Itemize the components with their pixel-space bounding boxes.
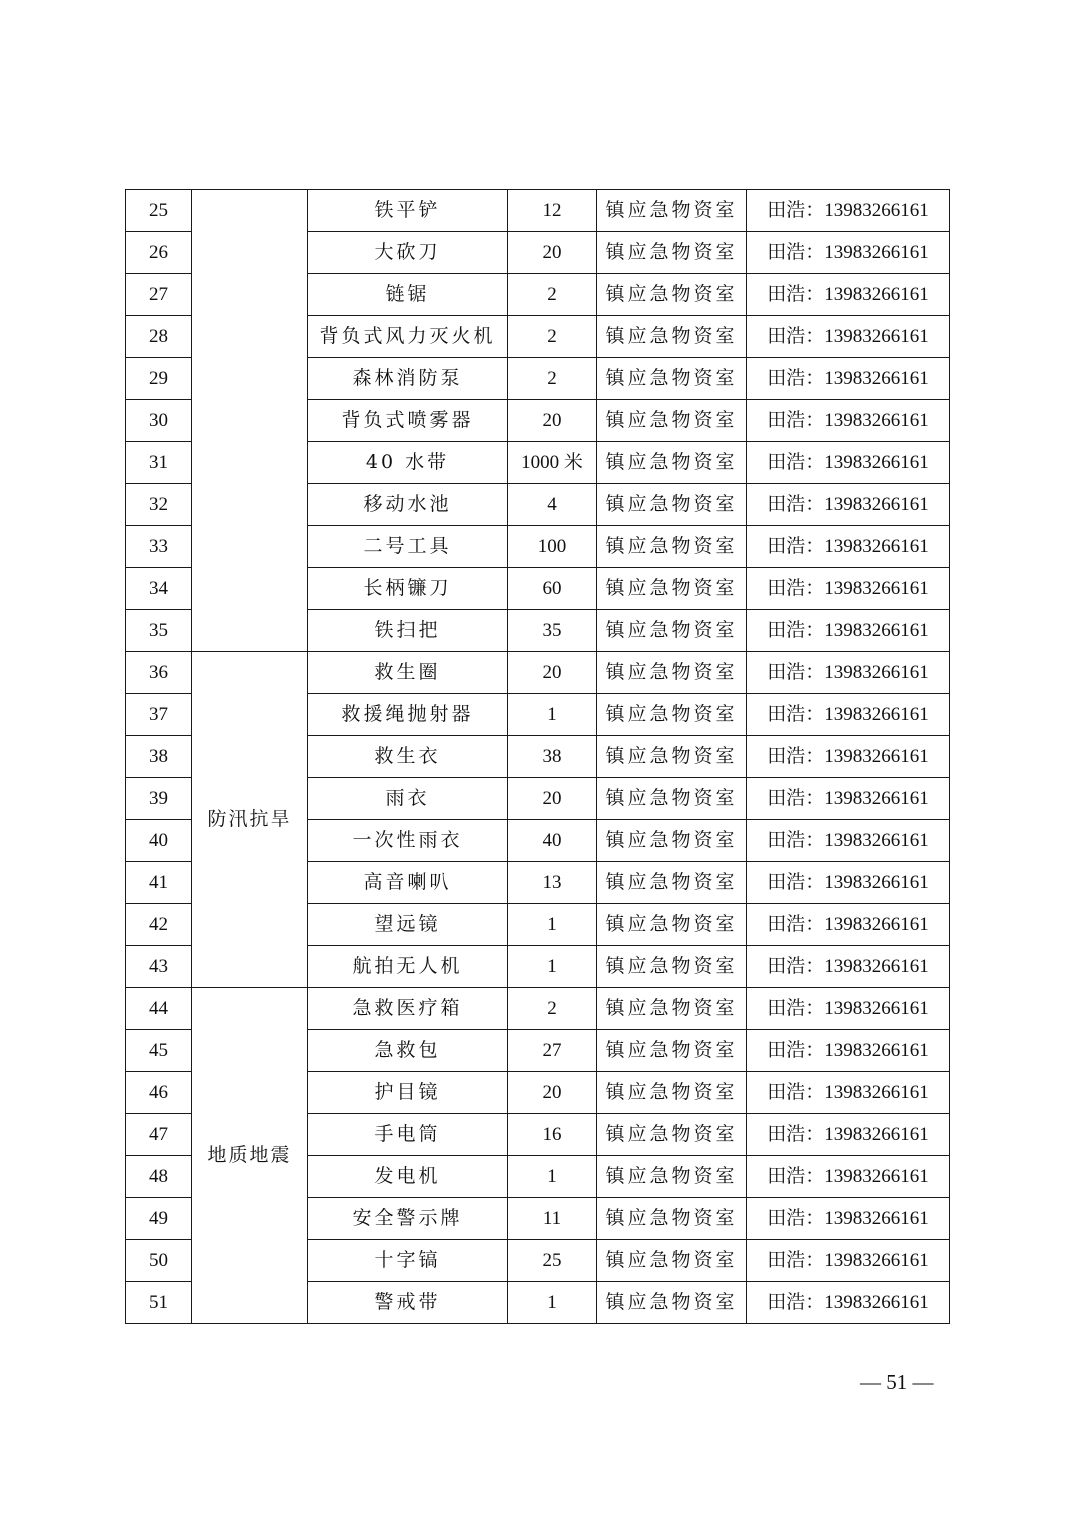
item-name: 雨衣 bbox=[308, 778, 508, 820]
item-name: 长柄镰刀 bbox=[308, 568, 508, 610]
contact-phone: 13983266161 bbox=[824, 200, 929, 221]
row-number: 30 bbox=[126, 400, 192, 442]
contact-separator: ： bbox=[805, 577, 825, 599]
contact-phone: 13983266161 bbox=[824, 284, 929, 305]
contact-name: 田浩 bbox=[767, 283, 806, 305]
contact-cell bbox=[747, 274, 950, 316]
row-number: 34 bbox=[126, 568, 192, 610]
contact-cell bbox=[747, 526, 950, 568]
item-name: 望远镜 bbox=[308, 904, 508, 946]
contact-name: 田浩 bbox=[767, 577, 806, 599]
row-number: 32 bbox=[126, 484, 192, 526]
contact-name: 田浩 bbox=[767, 241, 806, 263]
item-name: 链锯 bbox=[308, 274, 508, 316]
contact-cell bbox=[747, 1198, 950, 1240]
contact-name: 田浩 bbox=[767, 199, 806, 221]
contact-name: 田浩 bbox=[767, 1291, 806, 1313]
item-quantity: 1 bbox=[508, 1156, 597, 1198]
contact-name: 田浩 bbox=[767, 1165, 806, 1187]
contact-cell bbox=[747, 316, 950, 358]
storage-location: 镇应急物资室 bbox=[597, 1072, 747, 1114]
item-quantity: 4 bbox=[508, 484, 597, 526]
item-quantity: 20 bbox=[508, 232, 597, 274]
contact-cell bbox=[747, 694, 950, 736]
item-quantity: 12 bbox=[508, 190, 597, 232]
contact-separator: ： bbox=[805, 703, 825, 725]
storage-location: 镇应急物资室 bbox=[597, 442, 747, 484]
contact-cell bbox=[747, 484, 950, 526]
item-name: 安全警示牌 bbox=[308, 1198, 508, 1240]
contact-name: 田浩 bbox=[767, 829, 806, 851]
contact-cell bbox=[747, 652, 950, 694]
contact-separator: ： bbox=[805, 1291, 825, 1313]
item-name: 一次性雨衣 bbox=[308, 820, 508, 862]
storage-location: 镇应急物资室 bbox=[597, 1198, 747, 1240]
item-quantity: 2 bbox=[508, 358, 597, 400]
row-number: 50 bbox=[126, 1240, 192, 1282]
storage-location: 镇应急物资室 bbox=[597, 820, 747, 862]
item-quantity: 2 bbox=[508, 988, 597, 1030]
contact-phone: 13983266161 bbox=[824, 326, 929, 347]
contact-separator: ： bbox=[805, 1081, 825, 1103]
row-number: 42 bbox=[126, 904, 192, 946]
contact-phone: 13983266161 bbox=[824, 452, 929, 473]
item-name: 护目镜 bbox=[308, 1072, 508, 1114]
item-name: 救援绳抛射器 bbox=[308, 694, 508, 736]
contact-cell bbox=[747, 736, 950, 778]
storage-location: 镇应急物资室 bbox=[597, 736, 747, 778]
contact-cell bbox=[747, 1282, 950, 1324]
storage-location: 镇应急物资室 bbox=[597, 1156, 747, 1198]
contact-cell bbox=[747, 1240, 950, 1282]
storage-location: 镇应急物资室 bbox=[597, 652, 747, 694]
storage-location: 镇应急物资室 bbox=[597, 1030, 747, 1072]
supplies-table-body bbox=[126, 190, 950, 1324]
contact-phone: 13983266161 bbox=[824, 830, 929, 851]
contact-cell bbox=[747, 400, 950, 442]
contact-separator: ： bbox=[805, 1039, 825, 1061]
contact-phone: 13983266161 bbox=[824, 704, 929, 725]
contact-separator: ： bbox=[805, 451, 825, 473]
item-quantity: 20 bbox=[508, 400, 597, 442]
contact-name: 田浩 bbox=[767, 1039, 806, 1061]
item-name: 救生圈 bbox=[308, 652, 508, 694]
item-quantity: 100 bbox=[508, 526, 597, 568]
row-number: 44 bbox=[126, 988, 192, 1030]
contact-cell bbox=[747, 1156, 950, 1198]
contact-separator: ： bbox=[805, 661, 825, 683]
item-quantity: 20 bbox=[508, 652, 597, 694]
item-quantity: 11 bbox=[508, 1198, 597, 1240]
contact-separator: ： bbox=[805, 367, 825, 389]
item-name: 警戒带 bbox=[308, 1282, 508, 1324]
contact-phone: 13983266161 bbox=[824, 368, 929, 389]
row-number: 36 bbox=[126, 652, 192, 694]
item-quantity: 38 bbox=[508, 736, 597, 778]
contact-phone: 13983266161 bbox=[824, 872, 929, 893]
item-name: 移动水池 bbox=[308, 484, 508, 526]
contact-name: 田浩 bbox=[767, 535, 806, 557]
contact-phone: 13983266161 bbox=[824, 914, 929, 935]
storage-location: 镇应急物资室 bbox=[597, 484, 747, 526]
contact-phone: 13983266161 bbox=[824, 1292, 929, 1313]
contact-name: 田浩 bbox=[767, 661, 806, 683]
item-name: 高音喇叭 bbox=[308, 862, 508, 904]
item-name: 手电筒 bbox=[308, 1114, 508, 1156]
row-number: 37 bbox=[126, 694, 192, 736]
storage-location: 镇应急物资室 bbox=[597, 358, 747, 400]
contact-separator: ： bbox=[805, 241, 825, 263]
contact-phone: 13983266161 bbox=[824, 1040, 929, 1061]
contact-separator: ： bbox=[805, 829, 825, 851]
contact-phone: 13983266161 bbox=[824, 662, 929, 683]
contact-name: 田浩 bbox=[767, 871, 806, 893]
category-cell bbox=[192, 190, 308, 652]
item-quantity: 20 bbox=[508, 778, 597, 820]
contact-phone: 13983266161 bbox=[824, 1250, 929, 1271]
contact-cell bbox=[747, 568, 950, 610]
item-name: 急救包 bbox=[308, 1030, 508, 1072]
contact-separator: ： bbox=[805, 409, 825, 431]
contact-name: 田浩 bbox=[767, 325, 806, 347]
contact-cell bbox=[747, 778, 950, 820]
contact-cell bbox=[747, 358, 950, 400]
row-number: 41 bbox=[126, 862, 192, 904]
storage-location: 镇应急物资室 bbox=[597, 316, 747, 358]
contact-name: 田浩 bbox=[767, 787, 806, 809]
contact-separator: ： bbox=[805, 493, 825, 515]
contact-separator: ： bbox=[805, 745, 825, 767]
item-name: 40 水带 bbox=[308, 442, 508, 484]
contact-cell bbox=[747, 1072, 950, 1114]
contact-separator: ： bbox=[805, 955, 825, 977]
storage-location: 镇应急物资室 bbox=[597, 1114, 747, 1156]
contact-phone: 13983266161 bbox=[824, 578, 929, 599]
contact-phone: 13983266161 bbox=[824, 1208, 929, 1229]
contact-name: 田浩 bbox=[767, 493, 806, 515]
item-quantity: 27 bbox=[508, 1030, 597, 1072]
item-quantity: 1 bbox=[508, 694, 597, 736]
item-quantity: 25 bbox=[508, 1240, 597, 1282]
item-name: 铁扫把 bbox=[308, 610, 508, 652]
contact-phone: 13983266161 bbox=[824, 956, 929, 977]
storage-location: 镇应急物资室 bbox=[597, 778, 747, 820]
contact-separator: ： bbox=[805, 325, 825, 347]
contact-name: 田浩 bbox=[767, 1249, 806, 1271]
contact-phone: 13983266161 bbox=[824, 788, 929, 809]
contact-name: 田浩 bbox=[767, 997, 806, 1019]
contact-separator: ： bbox=[805, 199, 825, 221]
contact-phone: 13983266161 bbox=[824, 536, 929, 557]
contact-cell bbox=[747, 988, 950, 1030]
row-number: 43 bbox=[126, 946, 192, 988]
item-quantity: 1 bbox=[508, 1282, 597, 1324]
row-number: 26 bbox=[126, 232, 192, 274]
contact-cell bbox=[747, 1030, 950, 1072]
contact-separator: ： bbox=[805, 871, 825, 893]
storage-location: 镇应急物资室 bbox=[597, 862, 747, 904]
item-name: 铁平铲 bbox=[308, 190, 508, 232]
item-name: 救生衣 bbox=[308, 736, 508, 778]
item-quantity: 1000 米 bbox=[508, 442, 597, 484]
contact-cell bbox=[747, 1114, 950, 1156]
table-row bbox=[126, 652, 950, 694]
contact-name: 田浩 bbox=[767, 913, 806, 935]
item-quantity: 2 bbox=[508, 316, 597, 358]
contact-separator: ： bbox=[805, 1165, 825, 1187]
row-number: 48 bbox=[126, 1156, 192, 1198]
item-quantity: 1 bbox=[508, 904, 597, 946]
contact-separator: ： bbox=[805, 283, 825, 305]
contact-separator: ： bbox=[805, 997, 825, 1019]
contact-phone: 13983266161 bbox=[824, 1124, 929, 1145]
contact-separator: ： bbox=[805, 913, 825, 935]
contact-cell bbox=[747, 862, 950, 904]
item-name: 急救医疗箱 bbox=[308, 988, 508, 1030]
contact-separator: ： bbox=[805, 787, 825, 809]
storage-location: 镇应急物资室 bbox=[597, 1240, 747, 1282]
item-name: 发电机 bbox=[308, 1156, 508, 1198]
contact-cell bbox=[747, 232, 950, 274]
item-name: 大砍刀 bbox=[308, 232, 508, 274]
row-number: 29 bbox=[126, 358, 192, 400]
item-name: 背负式喷雾器 bbox=[308, 400, 508, 442]
row-number: 40 bbox=[126, 820, 192, 862]
item-quantity: 35 bbox=[508, 610, 597, 652]
storage-location: 镇应急物资室 bbox=[597, 694, 747, 736]
storage-location: 镇应急物资室 bbox=[597, 190, 747, 232]
row-number: 35 bbox=[126, 610, 192, 652]
item-name: 航拍无人机 bbox=[308, 946, 508, 988]
row-number: 51 bbox=[126, 1282, 192, 1324]
storage-location: 镇应急物资室 bbox=[597, 568, 747, 610]
contact-phone: 13983266161 bbox=[824, 410, 929, 431]
contact-separator: ： bbox=[805, 619, 825, 641]
table-row bbox=[126, 988, 950, 1030]
contact-name: 田浩 bbox=[767, 1081, 806, 1103]
storage-location: 镇应急物资室 bbox=[597, 232, 747, 274]
contact-cell bbox=[747, 946, 950, 988]
row-number: 49 bbox=[126, 1198, 192, 1240]
storage-location: 镇应急物资室 bbox=[597, 274, 747, 316]
storage-location: 镇应急物资室 bbox=[597, 946, 747, 988]
storage-location: 镇应急物资室 bbox=[597, 988, 747, 1030]
row-number: 38 bbox=[126, 736, 192, 778]
contact-phone: 13983266161 bbox=[824, 998, 929, 1019]
row-number: 47 bbox=[126, 1114, 192, 1156]
contact-name: 田浩 bbox=[767, 451, 806, 473]
item-name: 背负式风力灭火机 bbox=[308, 316, 508, 358]
contact-name: 田浩 bbox=[767, 1123, 806, 1145]
contact-phone: 13983266161 bbox=[824, 1082, 929, 1103]
row-number: 46 bbox=[126, 1072, 192, 1114]
item-quantity: 20 bbox=[508, 1072, 597, 1114]
contact-cell bbox=[747, 190, 950, 232]
category-cell: 地质地震 bbox=[192, 988, 308, 1324]
contact-separator: ： bbox=[805, 1207, 825, 1229]
storage-location: 镇应急物资室 bbox=[597, 526, 747, 568]
contact-phone: 13983266161 bbox=[824, 494, 929, 515]
table-row bbox=[126, 190, 950, 232]
row-number: 39 bbox=[126, 778, 192, 820]
storage-location: 镇应急物资室 bbox=[597, 610, 747, 652]
item-name: 森林消防泵 bbox=[308, 358, 508, 400]
page-number: — 51 — bbox=[860, 1370, 934, 1394]
contact-cell bbox=[747, 904, 950, 946]
category-cell: 防汛抗旱 bbox=[192, 652, 308, 988]
item-name: 二号工具 bbox=[308, 526, 508, 568]
contact-separator: ： bbox=[805, 1249, 825, 1271]
item-quantity: 2 bbox=[508, 274, 597, 316]
item-quantity: 1 bbox=[508, 946, 597, 988]
contact-name: 田浩 bbox=[767, 745, 806, 767]
contact-phone: 13983266161 bbox=[824, 242, 929, 263]
item-quantity: 40 bbox=[508, 820, 597, 862]
row-number: 25 bbox=[126, 190, 192, 232]
contact-phone: 13983266161 bbox=[824, 1166, 929, 1187]
contact-name: 田浩 bbox=[767, 367, 806, 389]
contact-cell bbox=[747, 442, 950, 484]
row-number: 33 bbox=[126, 526, 192, 568]
contact-cell bbox=[747, 820, 950, 862]
contact-phone: 13983266161 bbox=[824, 746, 929, 767]
item-quantity: 60 bbox=[508, 568, 597, 610]
contact-separator: ： bbox=[805, 1123, 825, 1145]
contact-cell bbox=[747, 610, 950, 652]
row-number: 28 bbox=[126, 316, 192, 358]
contact-separator: ： bbox=[805, 535, 825, 557]
contact-name: 田浩 bbox=[767, 955, 806, 977]
contact-phone: 13983266161 bbox=[824, 620, 929, 641]
supplies-table bbox=[125, 189, 950, 1324]
row-number: 45 bbox=[126, 1030, 192, 1072]
contact-name: 田浩 bbox=[767, 1207, 806, 1229]
row-number: 27 bbox=[126, 274, 192, 316]
contact-name: 田浩 bbox=[767, 703, 806, 725]
storage-location: 镇应急物资室 bbox=[597, 1282, 747, 1324]
contact-name: 田浩 bbox=[767, 409, 806, 431]
item-name: 十字镐 bbox=[308, 1240, 508, 1282]
item-quantity: 16 bbox=[508, 1114, 597, 1156]
row-number: 31 bbox=[126, 442, 192, 484]
storage-location: 镇应急物资室 bbox=[597, 904, 747, 946]
item-quantity: 13 bbox=[508, 862, 597, 904]
storage-location: 镇应急物资室 bbox=[597, 400, 747, 442]
contact-name: 田浩 bbox=[767, 619, 806, 641]
